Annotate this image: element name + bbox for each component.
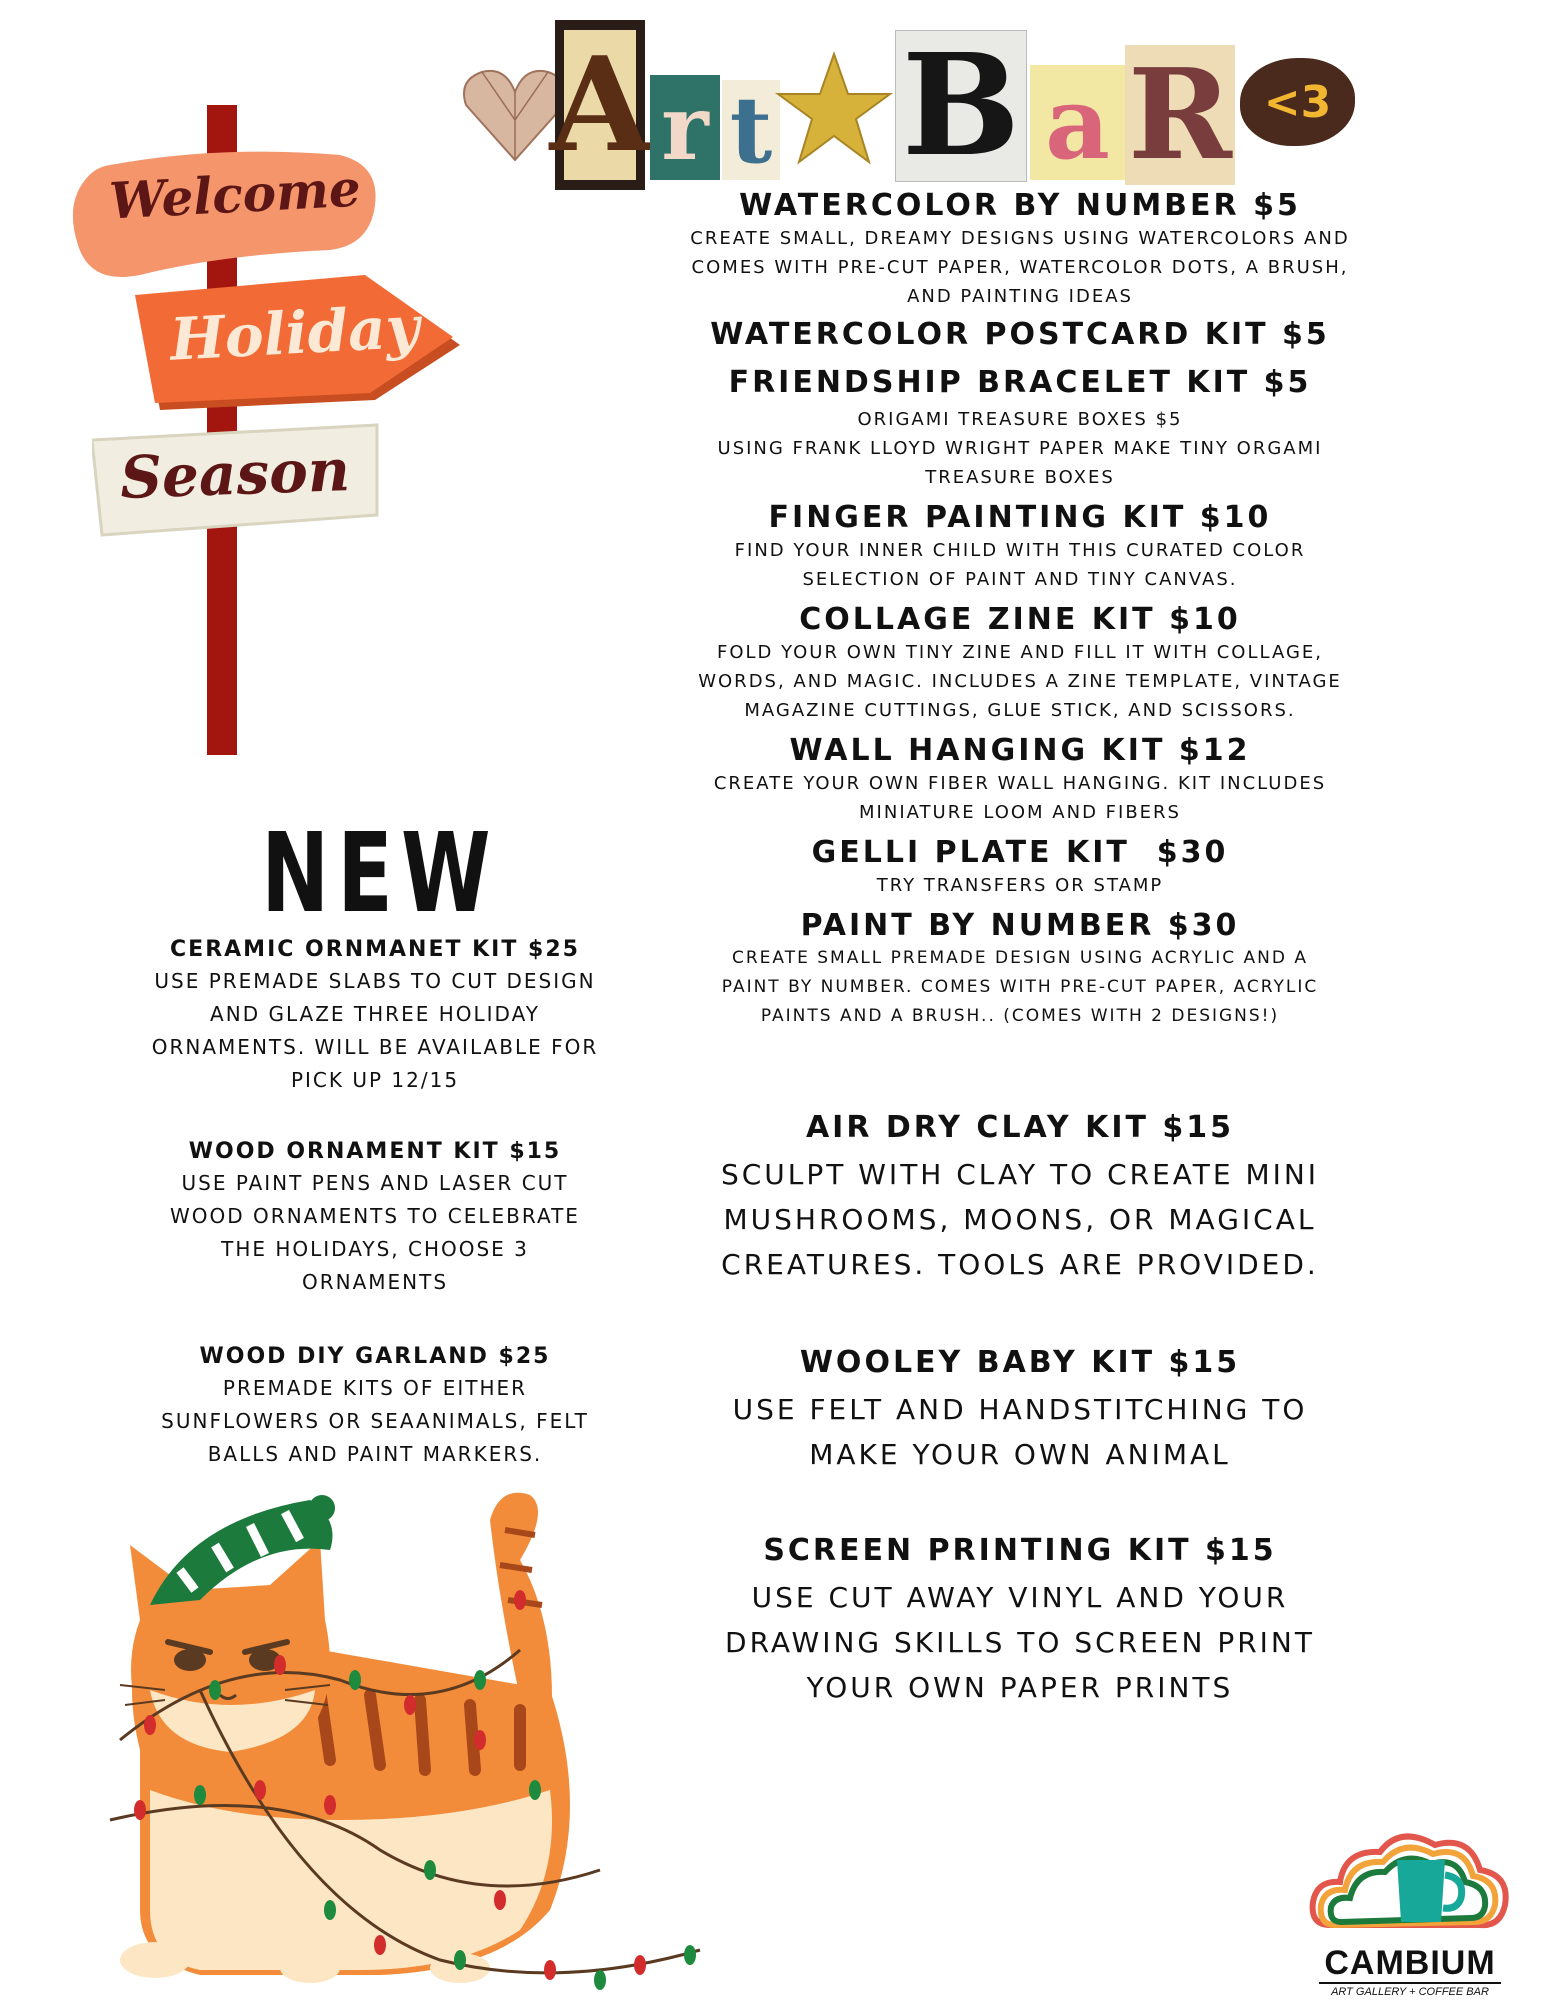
holiday-signpost — [70, 105, 470, 755]
title-letter-r-tile — [650, 75, 720, 180]
menu-item-desc: DRAWING SKILLS TO SCREEN PRINT — [725, 1626, 1315, 1659]
menu-item-title: AIR DRY CLAY KIT $15 — [805, 1110, 1235, 1145]
title-letter-t-tile — [722, 76, 780, 184]
logo-tagline: ART GALLERY + COFFEE BAR — [1331, 1986, 1489, 1998]
menu-item-desc: FIND YOUR INNER CHILD WITH THIS CURATED COLOR — [734, 540, 1306, 561]
menu-item-watercolor-postcard — [690, 317, 1350, 353]
new-item-desc: AND GLAZE THREE HOLIDAY — [210, 1002, 540, 1026]
new-item-wood-ornament — [130, 1137, 620, 1299]
logo-name: CAMBIUM — [1324, 1944, 1496, 1982]
new-item-desc: ORNAMENTS. WILL BE AVAILABLE FOR — [151, 1035, 599, 1059]
menu-item-title: SCREEN PRINTING KIT $15 — [763, 1533, 1277, 1568]
new-item-title: WOOD ORNAMENT KIT $15 — [188, 1139, 562, 1164]
menu-item-desc: MAKE YOUR OWN ANIMAL — [809, 1438, 1231, 1471]
new-item-title: WOOD DIY GARLAND $25 — [199, 1344, 551, 1369]
title-letter: a — [1045, 63, 1110, 182]
new-item-desc: SUNFLOWERS OR SEAANIMALS, FELT — [161, 1409, 589, 1433]
title-letter: R — [1128, 41, 1232, 188]
menu-item-desc: USE FELT AND HANDSTITCHING TO — [732, 1393, 1308, 1426]
menu-item-desc: PAINT BY NUMBER. COMES WITH PRE-CUT PAPER, ACRYLIC — [721, 977, 1319, 997]
menu-item-title: WATERCOLOR BY NUMBER $5 — [739, 188, 1301, 223]
title-letter: B — [901, 24, 1021, 188]
sign-holiday-text: Holiday — [168, 292, 421, 374]
new-item-ceramic-ornament — [130, 935, 620, 1097]
new-item-desc: THE HOLIDAYS, CHOOSE 3 — [221, 1237, 529, 1261]
menu-item-title: GELLI PLATE KIT $30 — [811, 835, 1229, 870]
menu-item-desc: TRY TRANSFERS OR STAMP — [876, 875, 1164, 896]
menu-item-desc: SCULPT WITH CLAY TO CREATE MINI — [720, 1158, 1320, 1191]
menu-item-desc: MAGAZINE CUTTINGS, GLUE STICK, AND SCISSORS. — [744, 700, 1296, 721]
title-letter-r2-tile — [1125, 41, 1235, 188]
title-letter-b-tile — [895, 24, 1027, 188]
menu-item-title: COLLAGE ZINE KIT $10 — [799, 602, 1241, 637]
menu-item-title: WATERCOLOR POSTCARD KIT $5 — [710, 317, 1330, 352]
menu-item-screen-printing — [690, 1533, 1350, 1710]
new-heading: NEW — [261, 809, 499, 937]
menu-item-title: FRIENDSHIP BRACELET KIT $5 — [728, 365, 1312, 400]
title-letter-a2-tile — [1030, 65, 1125, 180]
menu-item-gelli-plate — [690, 835, 1350, 900]
new-item-desc: PICK UP 12/15 — [290, 1068, 460, 1092]
menu-item-desc: ORIGAMI TREASURE BOXES $5 — [857, 409, 1183, 430]
heart-tag — [1240, 58, 1355, 146]
menu-item-desc: USING FRANK LLOYD WRIGHT PAPER MAKE TINY ORGAMI — [717, 438, 1323, 459]
menu-item-wooley-baby — [690, 1345, 1350, 1477]
sign-season-text: Season — [118, 436, 352, 512]
cloud-mug-icon — [1305, 1830, 1515, 1940]
cambium-logo — [1305, 1830, 1515, 2000]
menu-item-watercolor-by-number — [690, 188, 1350, 311]
menu-item-friendship-bracelet — [690, 365, 1350, 492]
menu-item-air-dry-clay — [690, 1110, 1350, 1287]
new-item-title: CERAMIC ORNMANET KIT $25 — [170, 937, 580, 962]
menu-item-desc: FOLD YOUR OWN TINY ZINE AND FILL IT WITH COLLAGE, — [717, 642, 1323, 663]
menu-item-desc: PAINTS AND A BRUSH.. (COMES WITH 2 DESIGNS!) — [760, 1006, 1280, 1026]
menu-item-title: WOOLEY BABY KIT $15 — [799, 1345, 1241, 1380]
menu-item-desc: WORDS, AND MAGIC. INCLUDES A ZINE TEMPLATE, VINTAGE — [698, 671, 1342, 692]
menu-item-desc: MUSHROOMS, MOONS, OR MAGICAL — [723, 1203, 1317, 1236]
title-letter: r — [661, 74, 709, 181]
menu-item-title: FINGER PAINTING KIT $10 — [768, 500, 1272, 535]
holiday-cat-illustration — [80, 1490, 780, 2000]
menu-item-title: WALL HANGING KIT $12 — [789, 733, 1251, 768]
menu-item-desc: SELECTION OF PAINT AND TINY CANVAS. — [802, 569, 1238, 590]
menu-item-desc: CREATE YOUR OWN FIBER WALL HANGING. KIT INCLUDES — [713, 773, 1327, 794]
menu-item-title: PAINT BY NUMBER $30 — [800, 908, 1240, 943]
menu-item-desc: CREATE SMALL, DREAMY DESIGNS USING WATERCOLORS AND — [690, 228, 1350, 249]
menu-item-desc: CREATE SMALL PREMADE DESIGN USING ACRYLIC AND A — [731, 948, 1309, 968]
new-item-wood-garland — [130, 1342, 620, 1471]
new-item-desc: WOOD ORNAMENTS TO CELEBRATE — [170, 1204, 580, 1228]
title-letter-a-tile — [549, 20, 651, 190]
menu-item-desc: CREATURES. TOOLS ARE PROVIDED. — [721, 1248, 1319, 1281]
menu-item-finger-painting — [690, 500, 1350, 594]
title-letter: t — [729, 76, 773, 184]
new-item-desc: USE PAINT PENS AND LASER CUT — [181, 1171, 569, 1195]
new-item-desc: ORNAMENTS — [301, 1270, 449, 1294]
menu-item-wall-hanging — [690, 733, 1350, 827]
heart-tag-text: <3 — [1263, 76, 1332, 128]
art-bar-title — [460, 20, 1360, 195]
title-letter: A — [549, 28, 651, 181]
menu-item-desc: YOUR OWN PAPER PRINTS — [806, 1671, 1234, 1704]
new-item-desc: BALLS AND PAINT MARKERS. — [207, 1442, 543, 1466]
menu-list — [690, 188, 1350, 1031]
menu-item-desc: COMES WITH PRE-CUT PAPER, WATERCOLOR DOTS, A BRUSH, — [691, 257, 1349, 278]
menu-item-desc: TREASURE BOXES — [925, 467, 1115, 488]
sign-welcome-text: Welcome — [107, 158, 363, 231]
menu-item-paint-by-number — [690, 908, 1350, 1031]
menu-item-desc: AND PAINTING IDEAS — [907, 286, 1133, 307]
new-item-desc: PREMADE KITS OF EITHER — [222, 1376, 528, 1400]
menu-item-collage-zine — [690, 602, 1350, 725]
menu-item-desc: USE CUT AWAY VINYL AND YOUR — [751, 1581, 1289, 1614]
new-item-desc: USE PREMADE SLABS TO CUT DESIGN — [154, 969, 596, 993]
menu-item-desc: MINIATURE LOOM AND FIBERS — [859, 802, 1181, 823]
glitter-star-icon — [775, 50, 893, 168]
